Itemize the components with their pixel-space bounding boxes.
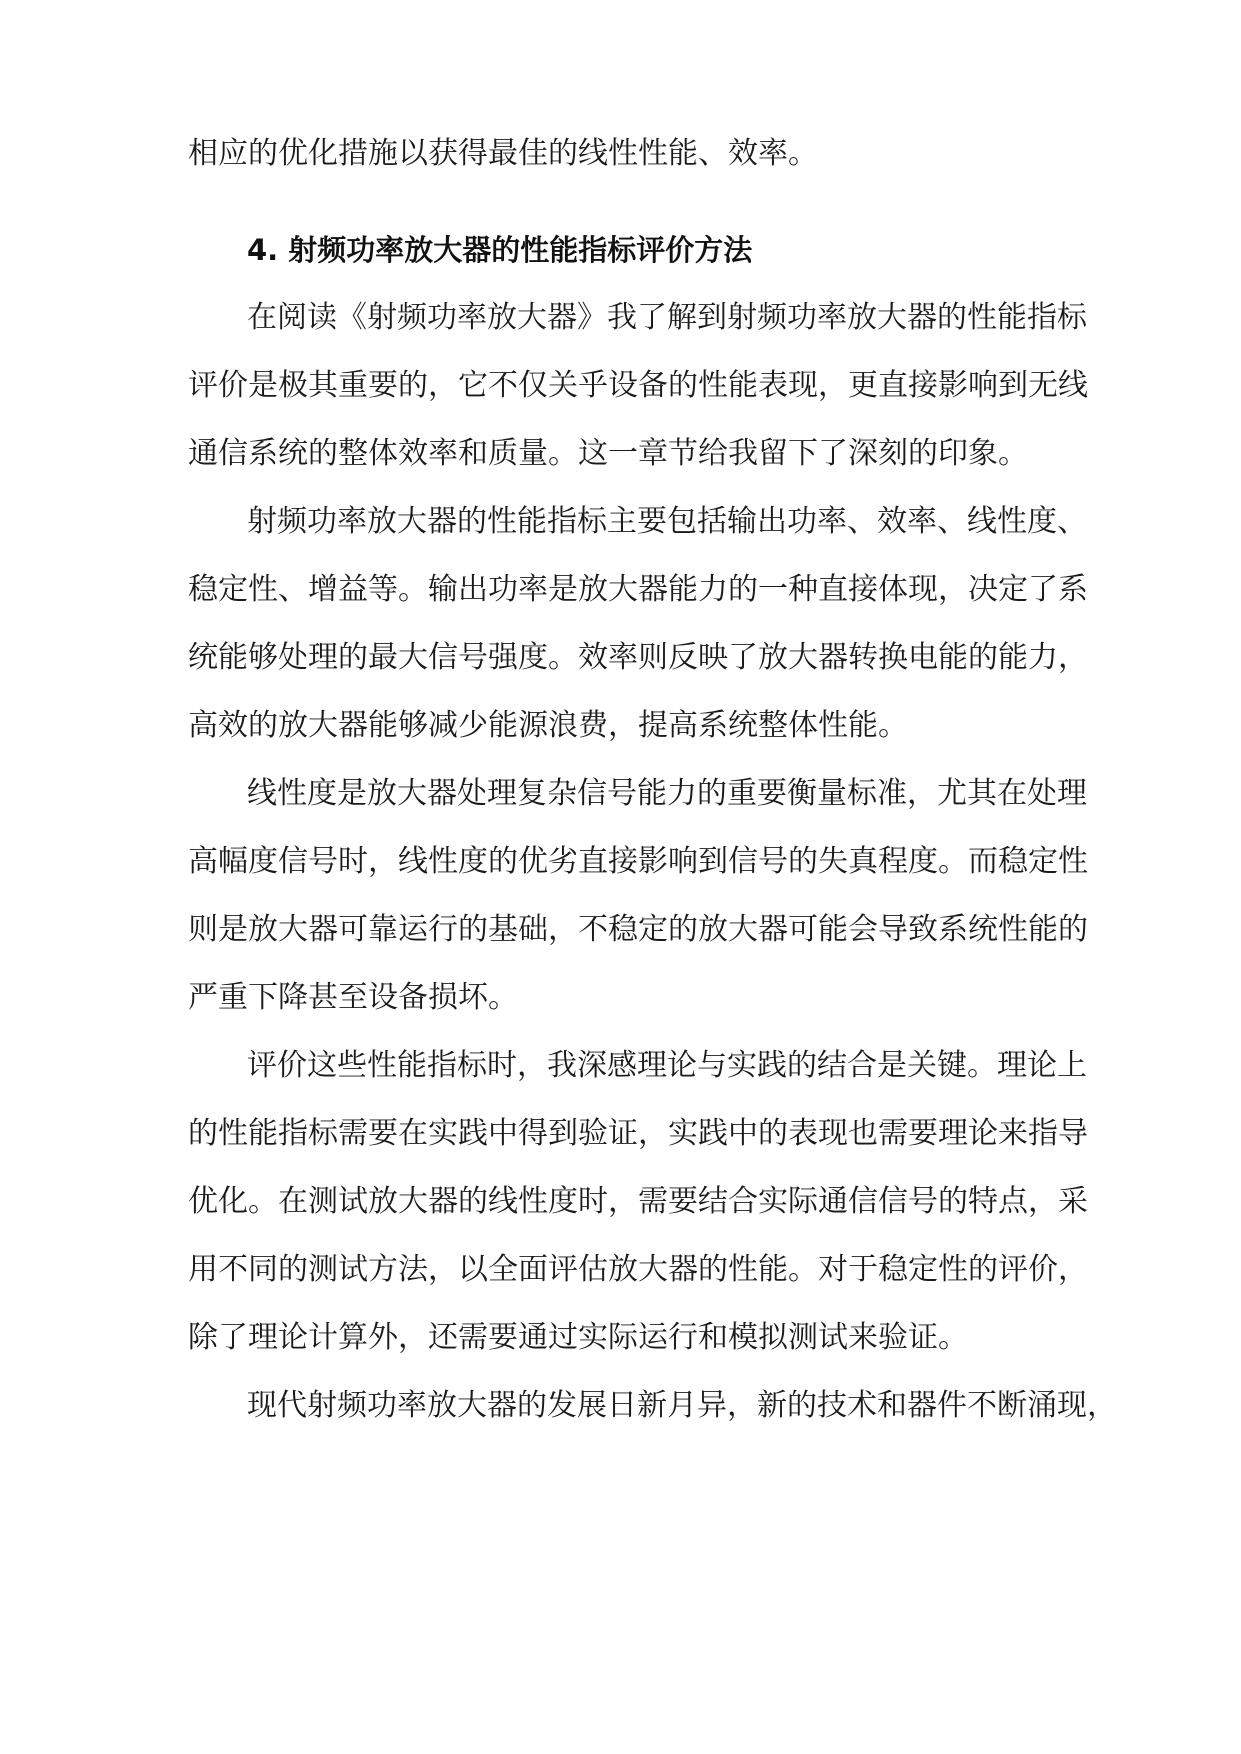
- paragraph-line: 高效的放大器能够减少能源浪费，提高系统整体性能。: [188, 708, 908, 743]
- paragraph-line: 统能够处理的最大信号强度。效率则反映了放大器转换电能的能力，: [188, 640, 1088, 675]
- paragraph-line: 通信系统的整体效率和质量。这一章节给我留下了深刻的印象。: [188, 436, 1028, 471]
- paragraph-line: 现代射频功率放大器的发展日新月异，新的技术和器件不断涌现，: [247, 1388, 1117, 1423]
- section-heading: 4. 射频功率放大器的性能指标评价方法: [247, 233, 753, 267]
- paragraph-line: 则是放大器可靠运行的基础，不稳定的放大器可能会导致系统性能的: [188, 912, 1088, 947]
- paragraph-line: 评价这些性能指标时，我深感理论与实践的结合是关键。理论上: [247, 1048, 1087, 1083]
- paragraph-line: 除了理论计算外，还需要通过实际运行和模拟测试来验证。: [188, 1320, 968, 1355]
- paragraph-line: 评价是极其重要的，它不仅关乎设备的性能表现，更直接影响到无线: [188, 368, 1088, 403]
- paragraph-line: 严重下降甚至设备损坏。: [188, 980, 518, 1015]
- paragraph-line: 用不同的测试方法，以全面评估放大器的性能。对于稳定性的评价，: [188, 1252, 1088, 1287]
- paragraph-line: 稳定性、增益等。输出功率是放大器能力的一种直接体现，决定了系: [188, 572, 1088, 607]
- paragraph-line: 在阅读《射频功率放大器》我了解到射频功率放大器的性能指标: [247, 300, 1087, 335]
- paragraph-line: 相应的优化措施以获得最佳的线性性能、效率。: [188, 136, 818, 171]
- paragraph-line: 的性能指标需要在实践中得到验证，实践中的表现也需要理论来指导: [188, 1116, 1088, 1151]
- paragraph-line: 射频功率放大器的性能指标主要包括输出功率、效率、线性度、: [247, 504, 1087, 539]
- paragraph-line: 优化。在测试放大器的线性度时，需要结合实际通信信号的特点，采: [188, 1184, 1088, 1219]
- paragraph-line: 高幅度信号时，线性度的优劣直接影响到信号的失真程度。而稳定性: [188, 844, 1088, 879]
- paragraph-line: 线性度是放大器处理复杂信号能力的重要衡量标准，尤其在处理: [247, 776, 1087, 811]
